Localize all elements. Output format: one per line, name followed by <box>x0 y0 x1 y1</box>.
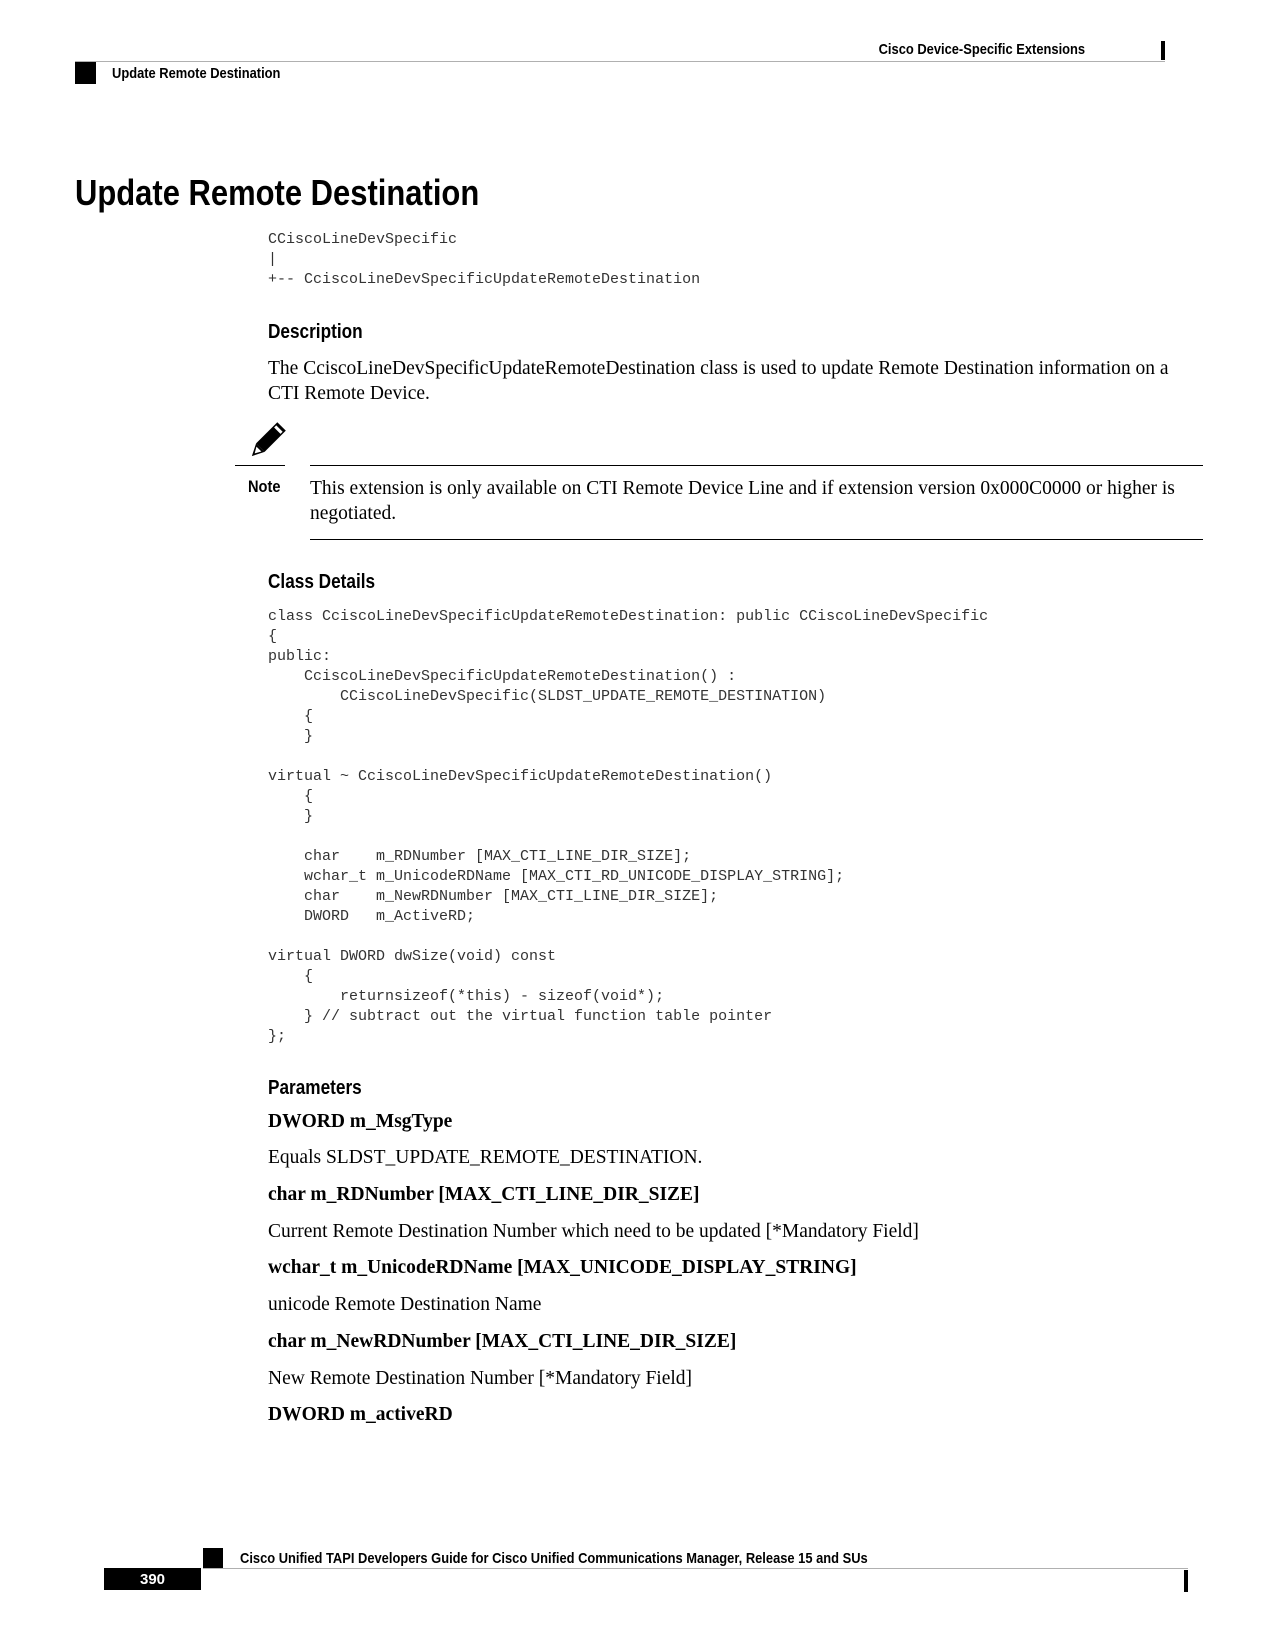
description-heading: Description <box>268 321 363 343</box>
footer-marker-bar <box>1184 1570 1188 1592</box>
parameter-name: char m_NewRDNumber [MAX_CTI_LINE_DIR_SIZE] <box>268 1331 737 1352</box>
parameter-description: Current Remote Destination Number which need to be updated [*Mandatory Field] <box>268 1221 919 1242</box>
parameter-name: char m_RDNumber [MAX_CTI_LINE_DIR_SIZE] <box>268 1184 700 1205</box>
header-rule <box>75 61 1165 62</box>
class-details-code: class CciscoLineDevSpecificUpdateRemoteDestination: public CCiscoLineDevSpecific { public: CciscoLineDevSpecificUpdateRemoteDestination() : CCiscoLineDevSpecific(SLDST_UPDATE_REMOTE_DESTINATION) { } virtual ~ CciscoLineDevSpecificUpdateRemoteDestination() { } char m_RDNumber [MAX_CTI_LINE_DIR_SIZE]; wchar_t m_UnicodeRDName [MAX_CTI_RD_UNICODE_DISPLAY_STRING]; char m_NewRDNumber [MAX_CTI_LINE_DIR_SIZE]; DWORD m_ActiveRD; virtual DWORD dwSize(void) const { returnsizeof(*this) - sizeof(void*); } // subtract out the virtual function table pointer }; <box>268 608 989 1045</box>
parameter-description: Equals SLDST_UPDATE_REMOTE_DESTINATION. <box>268 1147 703 1168</box>
description-text: The CciscoLineDevSpecificUpdateRemoteDestination class is used to update Remote Destination information on a CTI Remote Device. <box>268 358 1169 404</box>
parameter-description: unicode Remote Destination Name <box>268 1294 542 1315</box>
section-title: Update Remote Destination <box>112 65 281 82</box>
page-number: 390 <box>139 1571 166 1588</box>
class-details-heading: Class Details <box>268 571 376 593</box>
class-hierarchy: CCiscoLineDevSpecific | +-- CciscoLineDevSpecificUpdateRemoteDestination <box>268 231 701 288</box>
pencil-icon <box>246 422 286 462</box>
note-label: Note <box>248 477 281 496</box>
parameter-name: wchar_t m_UnicodeRDName [MAX_UNICODE_DISPLAY_STRING] <box>268 1257 857 1278</box>
page-title: Update Remote Destination <box>75 172 480 213</box>
parameter-name: DWORD m_MsgType <box>268 1111 453 1132</box>
footer-guide-title: Cisco Unified TAPI Developers Guide for Cisco Unified Communications Manager, Release 15 and SUs <box>240 1550 868 1567</box>
note-text: This extension is only available on CTI Remote Device Line and if extension version 0x000C0000 or higher is negotiated. <box>310 478 1175 524</box>
header-marker-bar <box>1161 41 1165 60</box>
footer-marker-box <box>203 1548 223 1568</box>
footer-rule <box>203 1568 1188 1569</box>
parameter-name: DWORD m_activeRD <box>268 1404 453 1425</box>
chapter-title: Cisco Device-Specific Extensions <box>878 41 1085 58</box>
note-top-rule <box>310 465 1203 466</box>
note-bottom-rule <box>310 539 1203 540</box>
parameter-description: New Remote Destination Number [*Mandatory Field] <box>268 1368 693 1389</box>
note-left-rule <box>235 465 285 466</box>
parameters-heading: Parameters <box>268 1077 362 1099</box>
section-marker-box <box>75 62 96 84</box>
